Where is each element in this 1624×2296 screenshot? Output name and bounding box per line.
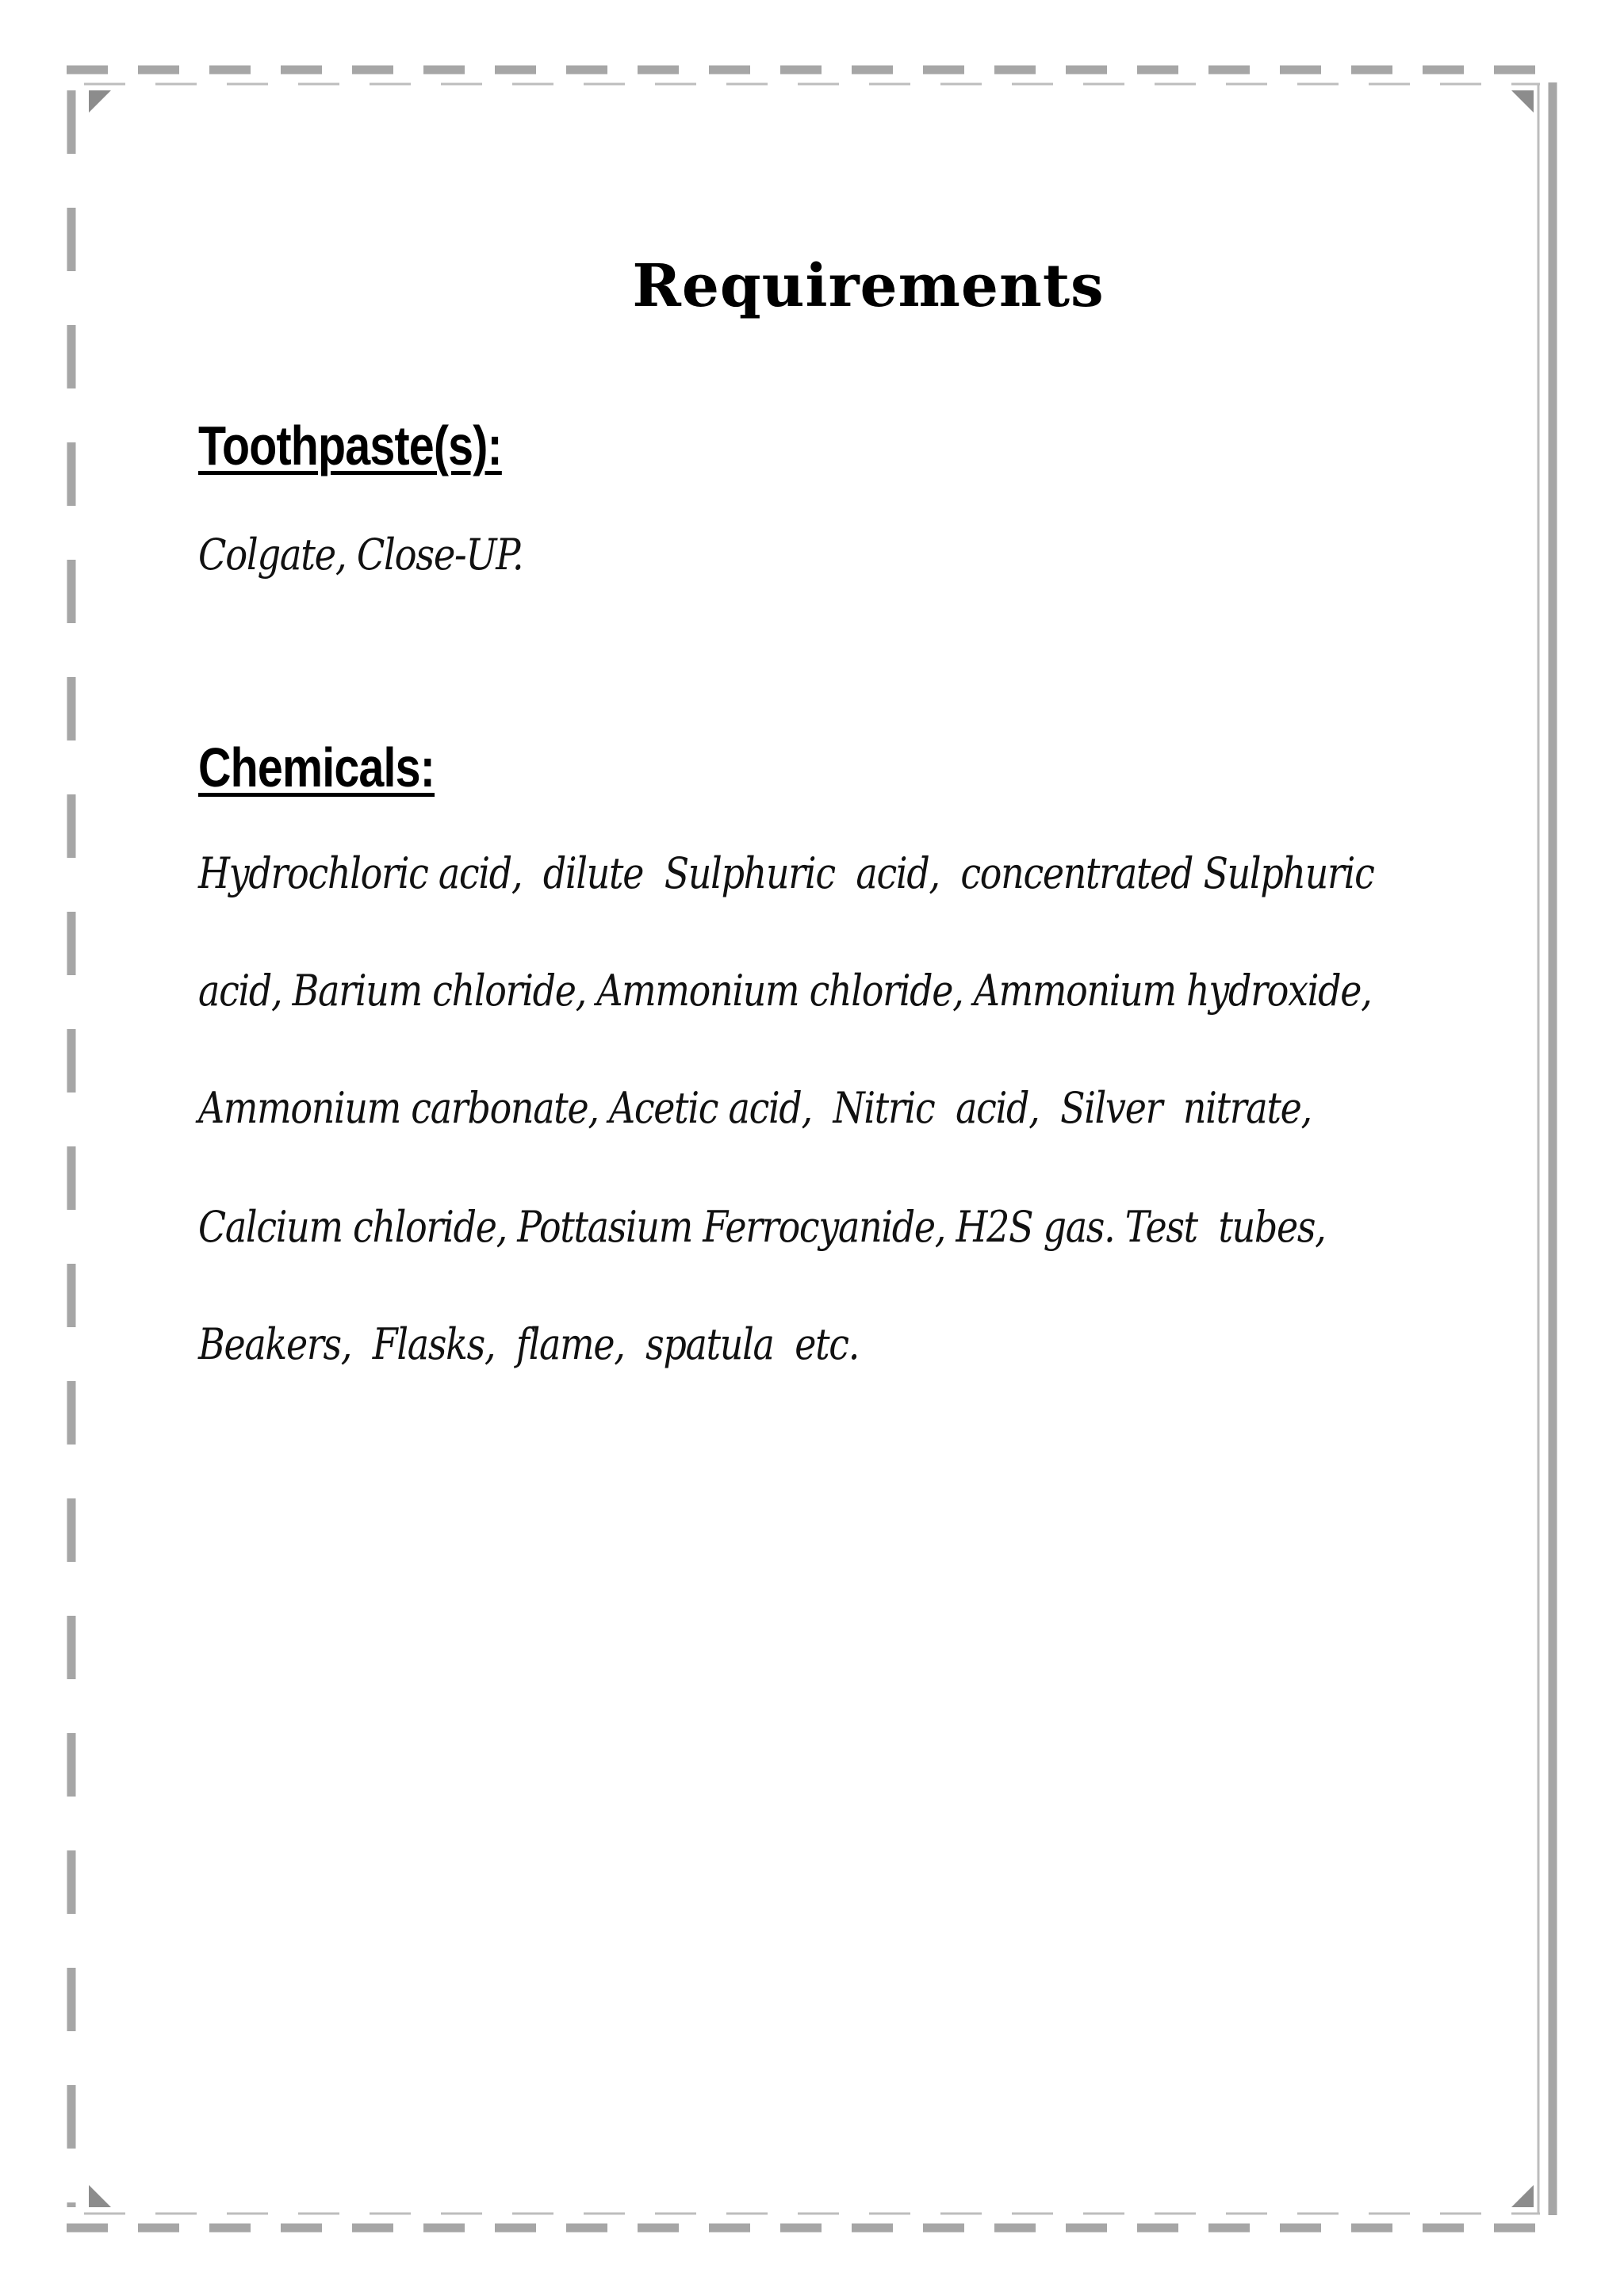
chemicals-line: acid, Barium chloride, Ammonium chloride, Ammonium hydroxide, xyxy=(198,966,1372,1016)
chemicals-line: Beakers, Flasks, flame, spatula etc. xyxy=(198,1319,860,1369)
dashed-border-graphic xyxy=(67,67,1557,2231)
toothpaste-heading: Toothpaste(s): xyxy=(198,415,502,476)
chemicals-line: Hydrochloric acid, dilute Sulphuric acid, concentrated Sulphuric xyxy=(198,848,1374,898)
page-border xyxy=(67,67,1557,2231)
page-title: Requirements xyxy=(632,252,1105,320)
chemicals-line: Calcium chloride, Pottasium Ferrocyanide, H2S gas. Test tubes, xyxy=(198,1202,1326,1252)
chemicals-line: Ammonium carbonate, Acetic acid, Nitric acid, Silver nitrate, xyxy=(198,1083,1312,1133)
chemicals-heading: Chemicals: xyxy=(198,737,435,798)
toothpaste-list: Colgate, Close-UP. xyxy=(198,530,523,580)
